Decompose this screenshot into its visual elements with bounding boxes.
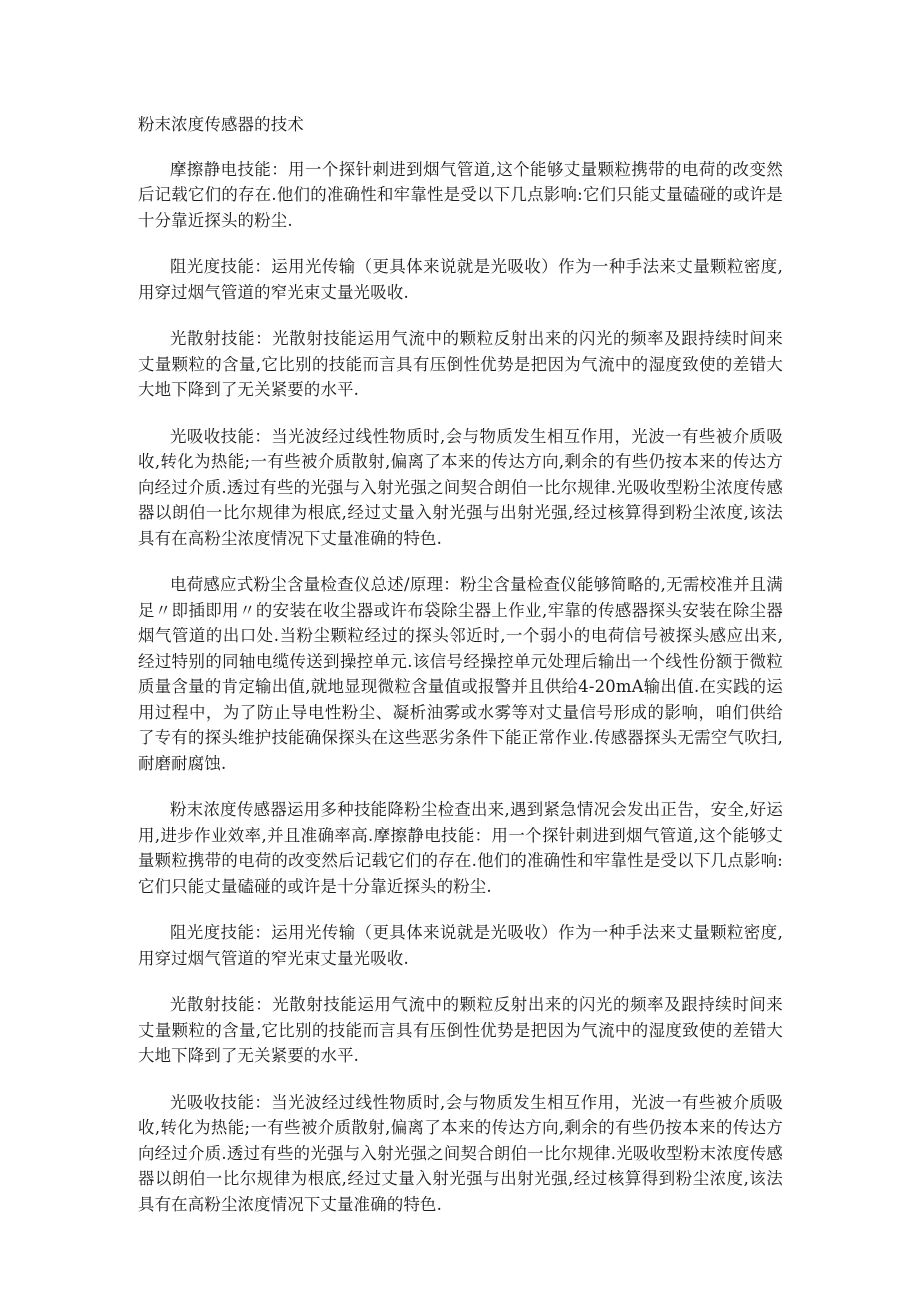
paragraph-triboelectric: 摩擦静电技能：用一个探针刺进到烟气管道,这个能够丈量颗粒携带的电荷的改变然后记载它们的存在.他们的准确性和牢靠性是受以下几点影响:它们只能丈量磕碰的或许是十分靠近探头的粉尘. (138, 159, 783, 230)
paragraph-opacity: 阻光度技能：运用光传输（更具体来说就是光吸收）作为一种手法来丈量颗粒密度,用穿过烟气管道的窄光束丈量光吸收. (138, 257, 783, 302)
paragraph-opacity-repeat: 阻光度技能：运用光传输（更具体来说就是光吸收）作为一种手法来丈量颗粒密度,用穿过烟气管道的窄光束丈量光吸收. (138, 923, 783, 968)
paragraph-light-scattering-repeat: 光散射技能：光散射技能运用气流中的颗粒反射出来的闪光的频率及跟持续时间来丈量颗粒的含量,它比别的技能而言具有压倒性优势是把因为气流中的湿度致使的差错大大地下降到了无关紧要的水平. (138, 995, 783, 1065)
paragraph-charge-induction: 电荷感应式粉尘含量检查仪总述/原理：粉尘含量检查仪能够简略的,无需校准并且满足〃即插即用〃的安装在收尘器或许布袋除尘器上作业,牢靠的传感器探头安装在除尘器烟气管道的出口处.当粉尘颗粒经过的探头邻近时,一个弱小的电荷信号被探头感应出来,经过特别的同轴电缆传送到操控单元.该信号经操控单元处理后输出一个线性份额于微粒质量含量的肯定输出值,就地显现微粒含量值或报警并且供给4-20mA输出值.在实践的运用过程中，为了防止导电性粉尘、凝析油雾或水雾等对丈量信号形成的影响，咱们供给了专有的探头维护技能确保探头在这些恶劣条件下能正常作业.传感器探头无需空气吹扫,耐磨耐腐蚀. (138, 575, 783, 773)
document-page (138, 112, 783, 1238)
paragraph-summary: 粉末浓度传感器运用多种技能降粉尘检查出来,遇到紧急情况会发出正告，安全,好运用,进步作业效率,并且准确率高.摩擦静电技能：用一个探针刺进到烟气管道,这个能够丈量颗粒携带的电荷的改变然后记载它们的存在.他们的准确性和牢靠性是受以下几点影响:它们只能丈量磕碰的或许是十分靠近探头的粉尘. (138, 800, 783, 896)
paragraph-light-absorption-repeat: 光吸收技能：当光波经过线性物质时,会与物质发生相互作用，光波一有些被介质吸收,转化为热能;一有些被介质散射,偏离了本来的传达方向,剩余的有些仍按本来的传达方向经过介质.透过有些的光强与入射光强之间契合朗伯一比尔规律.光吸收型粉末浓度传感器以朗伯一比尔规律为根底,经过丈量入射光强与出射光强,经过核算得到粉尘浓度,该法具有在高粉尘浓度情况下丈量准确的特色. (138, 1092, 783, 1214)
paragraph-light-absorption: 光吸收技能：当光波经过线性物质时,会与物质发生相互作用，光波一有些被介质吸收,转化为热能;一有些被介质散射,偏离了本来的传达方向,剩余的有些仍按本来的传达方向经过介质.透过有些的光强与入射光强之间契合朗伯一比尔规律.光吸收型粉尘浓度传感器以朗伯一比尔规律为根底,经过丈量入射光强与出射光强,经过核算得到粉尘浓度,该法具有在高粉尘浓度情况下丈量准确的特色. (138, 426, 783, 548)
paragraph-light-scattering: 光散射技能：光散射技能运用气流中的颗粒反射出来的闪光的频率及跟持续时间来丈量颗粒的含量,它比别的技能而言具有压倒性优势是把因为气流中的湿度致使的差错大大地下降到了无关紧要的水平. (138, 329, 783, 399)
document-title: 粉末浓度传感器的技术 (138, 115, 304, 134)
